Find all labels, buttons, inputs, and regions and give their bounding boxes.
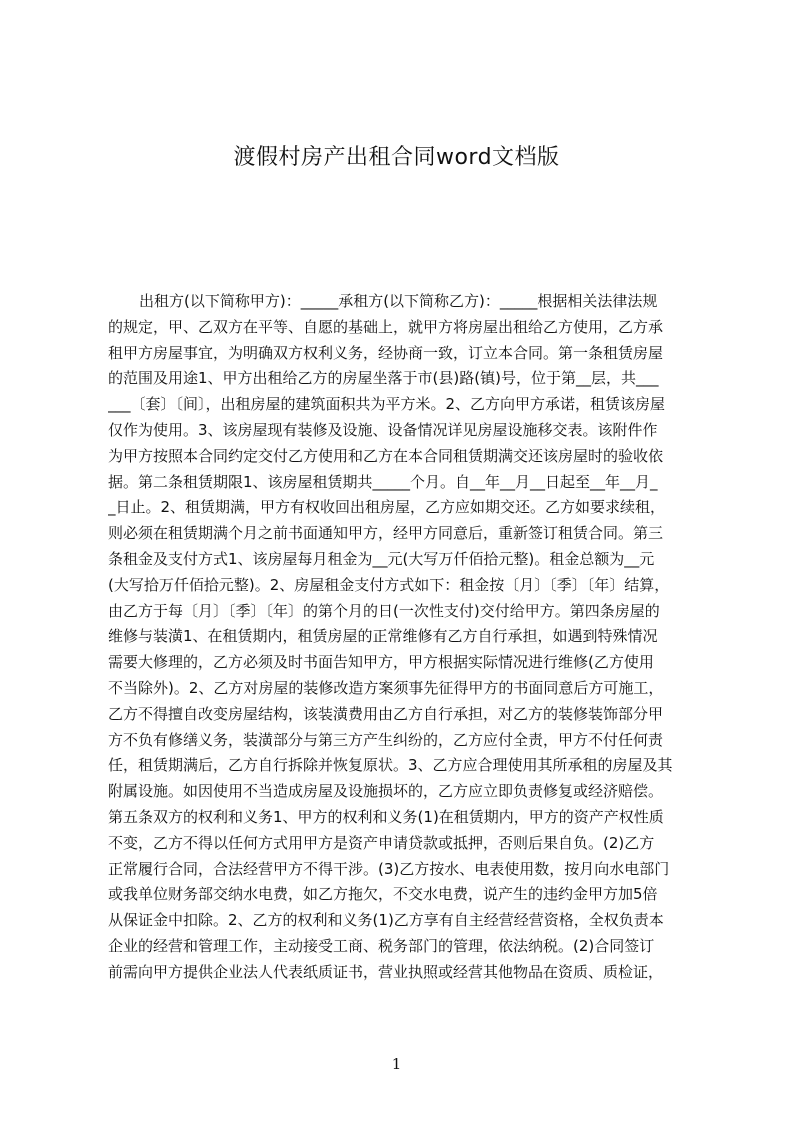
- text-line: 仅作为使用。3、该房屋现有装修及设施、设备情况详见房屋设施移交表。该附件作: [108, 420, 658, 439]
- text-line: 由乙方于每〔月〕〔季〕〔年〕的第个月的日(一次性支付)交付给甲方。第四条房屋的: [108, 601, 660, 620]
- text-line: 任，租赁期满后，乙方自行拆除并恢复原状。3、乙方应合理使用其所承租的房屋及其: [108, 756, 673, 775]
- text-line: 需要大修理的，乙方必须及时书面告知甲方，甲方根据实际情况进行维修(乙方使用: [108, 653, 654, 672]
- document-title: 渡假村房产出租合同word文档版: [233, 145, 560, 170]
- text-line: 不当除外)。2、乙方对房屋的装修改造方案须事先征得甲方的书面同意后方可施工，: [108, 678, 664, 697]
- text-line: 的规定，甲、乙双方在平等、自愿的基础上，就甲方将房屋出租给乙方使用，乙方承: [108, 317, 664, 336]
- text-line: 企业的经营和管理工作，主动接受工商、税务部门的管理，依法纳税。(2)合同签订: [108, 936, 655, 955]
- text-line: ___〔套〕〔间〕，出租房屋的建筑面积共为平方米。2、乙方向甲方承诺，租赁该房屋: [108, 395, 666, 414]
- text-line: 租甲方房屋事宜，为明确双方权利义务，经协商一致，订立本合同。第一条租赁房屋: [108, 343, 664, 362]
- text-line: 条租金及支付方式1、该房屋每月租金为__元(大写万仟佰拾元整)。租金总额为__元: [108, 549, 655, 568]
- text-line: 正常履行合同，合法经营甲方不得干涉。(3)乙方按水、电表使用数，按月向水电部门: [108, 859, 670, 878]
- text-line: 则必须在租赁期满个月之前书面通知甲方，经甲方同意后，重新签订租赁合同。第三: [108, 524, 664, 543]
- text-line: 或我单位财务部交纳水电费，如乙方拖欠，不交水电费，说产生的违约金甲方加5倍: [108, 885, 658, 904]
- text-line: 据。第二条租赁期限1、该房屋租赁期共_____个月。自__年__月__日起至__年__月_: [108, 472, 658, 491]
- contract-body: [108, 289, 698, 986]
- text-line: 附属设施。如因使用不当造成房屋及设施损坏的，乙方应立即负责修复或经济赔偿。: [108, 782, 664, 801]
- text-line: 不变，乙方不得以任何方式用甲方是资产申请贷款或抵押，否则后果自负。(2)乙方: [108, 833, 655, 852]
- text-line: 方不负有修缮义务，装潢部分与第三方产生纠纷的，乙方应付全责，甲方不付任何责: [108, 730, 664, 749]
- text-line: 为甲方按照本合同约定交付乙方使用和乙方在本合同租赁期满交还该房屋时的验收依: [108, 446, 664, 465]
- text-line: (大写拾万仟佰拾元整)。2、房屋租金支付方式如下：租金按〔月〕〔季〕〔年〕结算，: [108, 575, 670, 594]
- text-line: 前需向甲方提供企业法人代表纸质证书，营业执照或经营其他物品在资质、质检证，: [108, 962, 664, 981]
- text-line: _日止。2、租赁期满，甲方有权收回出租房屋，乙方应如期交还。乙方如要求续租，: [108, 498, 666, 517]
- text-line: 维修与装潢1、在租赁期内，租赁房屋的正常维修有乙方自行承担，如遇到特殊情况: [108, 627, 658, 646]
- text-line: 从保证金中扣除。2、乙方的权利和义务(1)乙方享有自主经营经营资格，全权负责本: [108, 911, 664, 930]
- page-number: 1: [391, 1055, 402, 1073]
- text-line: 出租方(以下简称甲方)：_____承租方(以下简称乙方)：_____根据相关法律法规: [139, 292, 658, 310]
- text-line: 乙方不得擅自改变房屋结构，该装潢费用由乙方自行承担，对乙方的装修装饰部分甲: [108, 704, 664, 723]
- text-line: 第五条双方的权利和义务1、甲方的权利和义务(1)在租赁期内，甲方的资产产权性质: [108, 807, 664, 826]
- text-line: 的范围及用途1、甲方出租给乙方的房屋坐落于市(县)路(镇)号，位于第__层，共___: [108, 369, 659, 388]
